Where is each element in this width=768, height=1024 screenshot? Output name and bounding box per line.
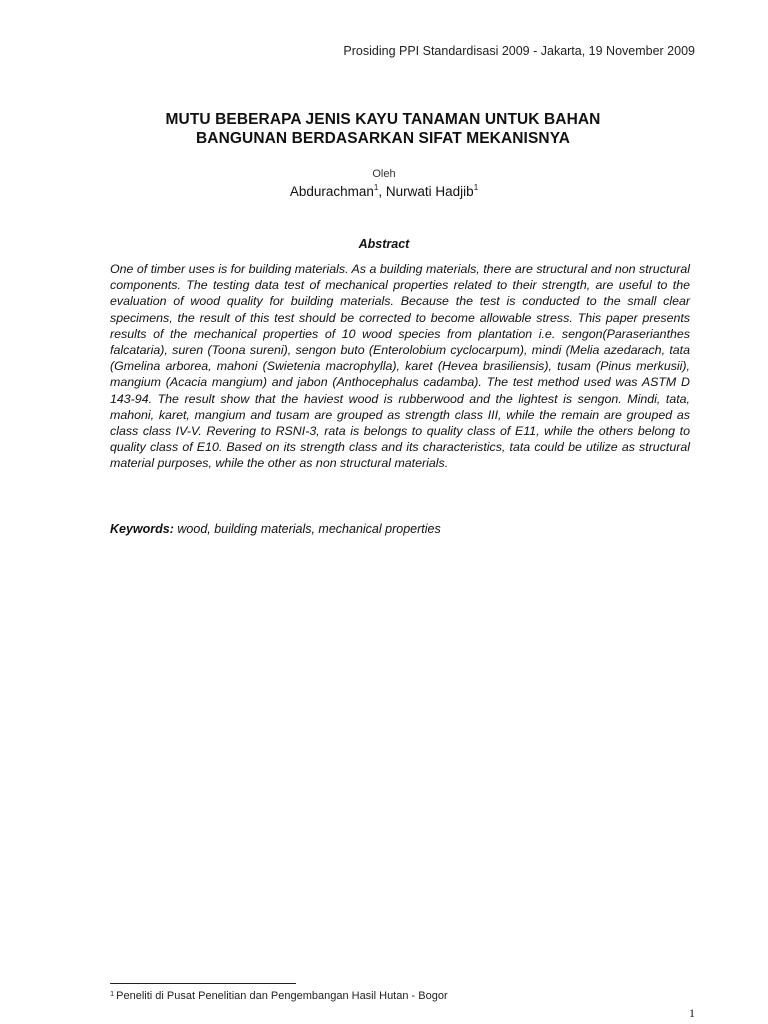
page-number: 1 — [689, 1006, 695, 1020]
author-affiliation-mark: 1 — [373, 183, 379, 192]
author-separator: , — [378, 184, 386, 199]
footnote-text: Peneliti di Pusat Penelitian dan Pengembangan Hasil Hutan - Bogor — [116, 990, 448, 1002]
paper-title — [100, 110, 666, 148]
author-name: Nurwati Hadjib — [385, 184, 474, 199]
keywords-text: wood, building materials, mechanical properties — [177, 522, 441, 536]
author-name: Abdurachman — [289, 184, 374, 199]
footnote-mark: 1 — [110, 989, 115, 998]
paper-title-line-1: MUTU BEBERAPA JENIS KAYU TANAMAN UNTUK BAHAN — [165, 111, 601, 128]
abstract-body: One of timber uses is for building materials. As a building materials, there are structural and non structural components. The testing data test of mechanical properties related to their strength, are useful to the evaluation of wood quality for building materials. Because the test is conducted to the small clear specimens, the result of this test should be corrected to become allowable stress. This paper presents results of the mechanical properties of 10 wood species from plantation i.e. sengon(Paraserianthes falcataria), suren (Toona sureni), sengon buto (Enterolobium cyclocarpum), mindi (Melia azedarach, tata (Gmelina arborea, mahoni (Swietenia macrophylla), karet (Hevea brasiliensis), tusam (Pinus merkusii), mangium (Acacia mangium) and jabon (Anthocephalus cadamba). The test method used was ASTM D 143-94. The result show that the haviest wood is rubberwood and the lightest is sengon. Mindi, tata, mahoni, karet, mangium and tusam are grouped as strength class III, while the remain are grouped as class class IV-V. Revering to RSNI-3, rata is belongs to quality class of E11, while the others belong to quality class of E10. Based on its strength class and its characteristics, tata could be utilize as structural material purposes, while the other as non structural materials. — [110, 262, 690, 471]
footnote — [110, 990, 448, 1002]
paper-title-line-2: BANGUNAN BERDASARKAN SIFAT MEKANISNYA — [196, 130, 570, 147]
keywords-label: Keywords: — [110, 522, 174, 536]
footnote-divider — [110, 983, 296, 984]
author-list — [0, 184, 768, 199]
by-label: Oleh — [372, 168, 396, 180]
abstract-heading: Abstract — [358, 237, 410, 251]
author-affiliation-mark: 1 — [473, 183, 479, 192]
running-header: Prosiding PPI Standardisasi 2009 - Jakarta, 19 November 2009 — [343, 44, 695, 58]
keywords — [110, 522, 690, 536]
